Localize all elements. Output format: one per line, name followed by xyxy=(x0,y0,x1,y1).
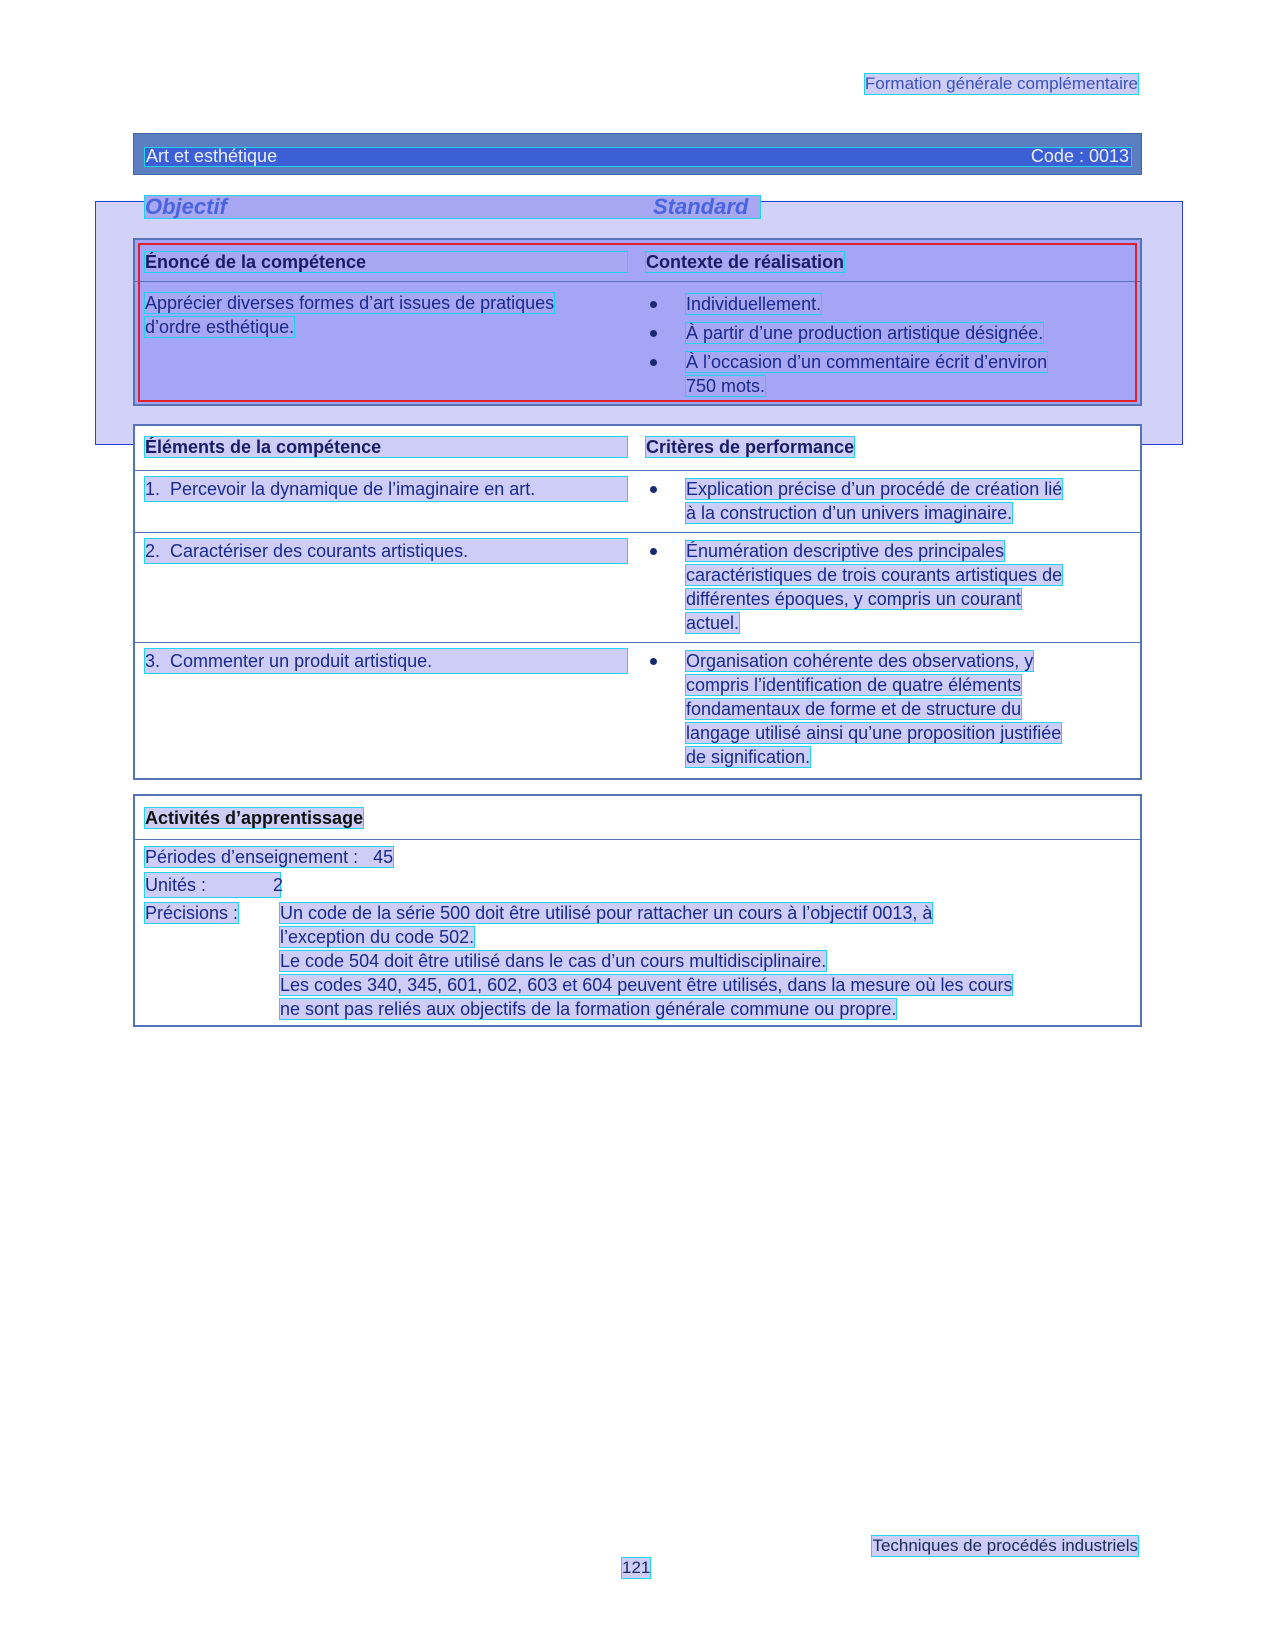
elements-table xyxy=(133,424,1142,780)
context-item: Individuellement. xyxy=(646,292,1126,321)
running-header: Formation générale complémentaire xyxy=(864,74,1138,93)
course-title: Art et esthétique xyxy=(146,146,278,166)
criteria-item: Énumération descriptive des principales caractéristiques de trois courants artistiques de différentes époques, y compris un courant actuel. xyxy=(646,539,1126,635)
periods-row: Périodes d’enseignement : 45 xyxy=(145,847,394,867)
units-row: Unités : 2 xyxy=(145,875,284,895)
elements-header: Éléments de la compétence xyxy=(145,437,627,457)
activities-table xyxy=(133,794,1142,1027)
precisions-label: Précisions : xyxy=(145,903,239,923)
statement-line: d’ordre esthétique. xyxy=(145,317,295,337)
page-number: 121 xyxy=(622,1558,651,1577)
objectif-heading: Objectif xyxy=(145,194,227,219)
highlight-frame xyxy=(138,243,1137,402)
context-header: Contexte de réalisation xyxy=(646,252,845,272)
precisions-text: Un code de la série 500 doit être utilisé pour rattacher un cours à l’objectif 0013, à l’exception du code 502. Le code 504 doit être utilisé dans le cas d’un cours multidisciplinaire. Les codes 340, 345, 601, 602, 603 et 604 peuvent être utilisés, dans la mesure où les cours ne sont pas reliés aux objectifs de la formation générale commune ou propre. xyxy=(280,903,1013,1019)
activities-header: Activités d’apprentissage xyxy=(145,808,364,828)
section-headings xyxy=(145,196,760,218)
criteria-item: Explication précise d’un procédé de création lié à la construction d’un univers imaginaire. xyxy=(646,477,1126,525)
statement-line: Apprécier diverses formes d’art issues de pratiques xyxy=(145,293,555,313)
element-row: 3. Commenter un produit artistique. xyxy=(145,649,627,673)
footer-program: Techniques de procédés industriels xyxy=(872,1536,1138,1555)
standard-heading: Standard xyxy=(653,194,749,219)
statement-header: Énoncé de la compétence xyxy=(145,252,627,272)
element-row: 2. Caractériser des courants artistiques. xyxy=(145,539,627,563)
context-item: À l’occasion d’un commentaire écrit d’environ 750 mots. xyxy=(646,350,1126,398)
title-bar xyxy=(133,133,1142,175)
element-row: 1. Percevoir la dynamique de l’imaginaire en art. xyxy=(145,477,627,501)
course-code: Code : 0013 xyxy=(1030,146,1129,166)
context-item: À partir d’une production artistique désignée. xyxy=(646,321,1126,350)
criteria-header: Critères de performance xyxy=(646,437,855,457)
criteria-item: Organisation cohérente des observations, y compris l’identification de quatre éléments fondamentaux de forme et de structure du langage utilisé ainsi qu’une proposition justifiée de signification. xyxy=(646,649,1126,769)
